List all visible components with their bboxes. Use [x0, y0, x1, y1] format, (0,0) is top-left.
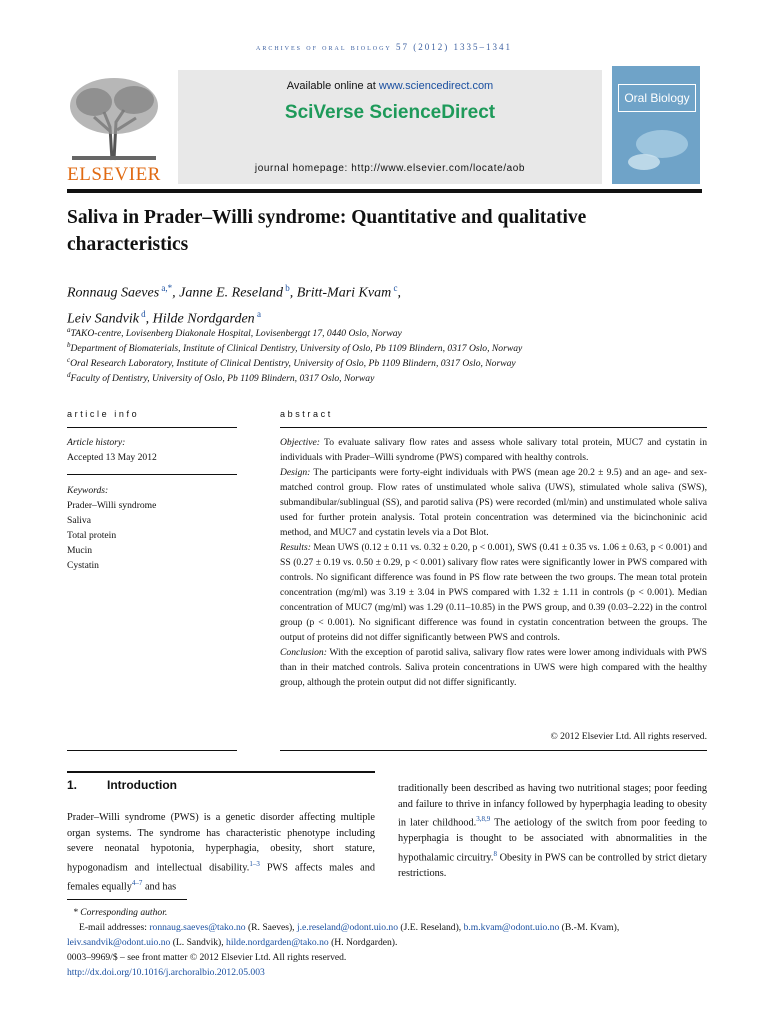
intro-column-2	[398, 781, 707, 881]
abstract-text: With the exception of parotid saliva, salivary flow rates were lower among individuals with PWS than in their matched controls. Saliva protein concentrations in UWS were high compared with the healthy group, although the protein output did not differ significantly.	[280, 647, 707, 688]
info-rule-mid	[67, 474, 237, 475]
email-owner: (H. Nordgarden).	[328, 937, 398, 948]
paragraph-text: Prader–Willi syndrome (PWS) is a genetic disorder affecting multiple organ systems. The syndrome has characteristic phenotype including severe neonatal hypotonia, hyperphagia, obesity, short stature, hypogonadism and intellectual disability.	[67, 812, 375, 874]
affiliation-line	[67, 371, 707, 384]
keywords	[67, 483, 237, 573]
abstract-copyright: © 2012 Elsevier Ltd. All rights reserved.	[550, 731, 707, 742]
email-link[interactable]: b.m.kvam@odont.uio.no	[463, 922, 560, 933]
keyword-list	[67, 498, 237, 573]
cover-title: Oral Biology	[618, 84, 696, 112]
abstract-paragraph	[280, 540, 707, 645]
issn-line: 0003–9969/$ – see front matter © 2012 Elsevier Ltd. All rights reserved.	[67, 952, 347, 963]
abstract-paragraph	[280, 465, 707, 540]
author-affiliation-mark: a	[254, 308, 261, 319]
author-name: Ronnaug Saeves	[67, 285, 160, 301]
header-rule	[67, 189, 702, 193]
abstract-paragraph	[280, 645, 707, 690]
abstract-label: Objective:	[280, 437, 320, 448]
keyword: Total protein	[67, 530, 117, 541]
article-title: Saliva in Prader–Willi syndrome: Quantitative and qualitative characteristics	[67, 207, 587, 255]
affiliation-mark: b	[67, 341, 71, 349]
affiliation-text: TAKO-centre, Lovisenberg Diakonale Hospital, Lovisenberggt 17, 0440 Oslo, Norway	[70, 328, 402, 340]
keyword: Prader–Willi syndrome	[67, 500, 157, 511]
available-prefix: Available online at	[286, 80, 379, 92]
journal-homepage: journal homepage: http://www.elsevier.com/locate/aob	[254, 163, 526, 174]
corresponding-author: * Corresponding author.	[73, 907, 168, 918]
email-owner: (J.E. Reseland),	[398, 922, 464, 933]
publisher-name: ELSEVIER	[67, 164, 161, 185]
abstract-rule-top	[280, 427, 707, 428]
abstract-text: To evaluate salivary flow rates and assess whole salivary total protein, MUC7 and cystatin in individuals with Prader–Willi syndrome (PWS) compared with healthy controls.	[280, 437, 707, 463]
abstract-label: Results:	[280, 542, 311, 553]
abstract-text: The participants were forty-eight individuals with PWS (mean age 20.2 ± 9.5) and an age- and sex-matched control group. Flow rates of unstimulated whole saliva (UWS), stimulated whole saliva (SWS), submandibular/sublingual (SS), and parotid saliva (PS) were recorded (ml/min) and unstimulated whole saliva used for further protein analysis. Total protein concentration was determined via the bicinchoninic acid method, and MUC7 and cystatin levels via a Dot Blot.	[280, 467, 707, 538]
sciencedirect-link[interactable]: www.sciencedirect.com	[378, 80, 494, 92]
citation-ref: 4–7	[131, 878, 143, 887]
brand-name: SciVerse ScienceDirect	[284, 102, 496, 123]
history-value: Accepted 13 May 2012	[67, 452, 157, 463]
abstract-label: Conclusion:	[280, 647, 327, 658]
keywords-label: Keywords:	[67, 485, 109, 496]
author-line-1	[67, 278, 707, 304]
keyword: Cystatin	[67, 560, 99, 571]
paragraph-text: PWS affects males and females equally	[67, 862, 375, 893]
email-link[interactable]: ronnaug.saeves@tako.no	[149, 922, 246, 933]
abstract-rule-bottom	[280, 750, 707, 751]
footnote-rule	[67, 899, 187, 900]
paragraph-text: The aetiology of the switch from poor feeding to hyperphagia is thought to be associated with abnormalities in the hypothalamic circuitry.	[398, 817, 707, 864]
email-prefix: E-mail addresses:	[79, 922, 150, 933]
info-rule-bottom	[67, 750, 237, 751]
abstract-paragraph	[280, 435, 707, 465]
author-name: , Janne E. Reseland	[172, 285, 283, 301]
email-owner: (R. Saeves),	[245, 922, 297, 933]
author-name: , Hilde Nordgarden	[145, 311, 255, 327]
email-link[interactable]: hilde.nordgarden@tako.no	[226, 937, 329, 948]
author-list	[67, 278, 707, 329]
doi-link[interactable]: http://dx.doi.org/10.1016/j.archoralbio.2012.05.003	[67, 967, 265, 978]
email-owner: (L. Sandvik),	[170, 937, 227, 948]
keyword: Mucin	[67, 545, 93, 556]
citation-ref: 8	[493, 849, 497, 858]
affiliation-mark: a	[67, 326, 71, 334]
intro-rule	[67, 771, 375, 773]
journal-citation: archives of oral biology 57 (2012) 1335–1341	[256, 42, 512, 52]
author-name: Leiv Sandvik	[67, 311, 139, 327]
paragraph-text: and has	[142, 881, 177, 893]
journal-cover	[612, 66, 700, 184]
email-link[interactable]: j.e.reseland@odont.uio.no	[296, 922, 399, 933]
available-online	[178, 80, 602, 92]
info-rule-top	[67, 427, 237, 428]
keyword: Saliva	[67, 515, 91, 526]
affiliation-mark: c	[67, 356, 71, 364]
author-affiliation-mark: d	[138, 308, 146, 319]
affiliation-line	[67, 326, 707, 339]
affiliation-line	[67, 341, 707, 354]
intro-column-1	[67, 810, 375, 895]
author-affiliation-mark: b	[282, 283, 290, 293]
email-addresses	[67, 920, 707, 950]
author-name: , Britt-Mari Kvam	[289, 285, 392, 301]
footnotes	[67, 905, 707, 980]
affiliation-text: Oral Research Laboratory, Institute of Clinical Dentistry, University of Oslo, Pb 1109 Blindern, 0317 Oslo, Norway	[70, 358, 516, 370]
affiliation-line	[67, 356, 707, 369]
section-title: Introduction	[107, 778, 177, 792]
author-affiliation-mark: c	[391, 283, 398, 293]
section-heading	[67, 778, 177, 792]
citation-ref: 3,8,9	[476, 815, 491, 824]
article-history	[67, 435, 237, 465]
section-number: 1.	[67, 778, 78, 792]
email-owner: (B.-M. Kvam),	[559, 922, 620, 933]
affiliation-text: Faculty of Dentistry, University of Oslo, Pb 1109 Blindern, 0317 Oslo, Norway	[70, 373, 375, 385]
abstract-body	[280, 435, 707, 690]
article-info-heading: article info	[67, 409, 140, 419]
abstract-label: Design:	[280, 467, 311, 478]
author-affiliation-mark: a,*	[159, 283, 173, 293]
abstract-text: Mean UWS (0.12 ± 0.11 vs. 0.32 ± 0.20, p < 0.001), SWS (0.41 ± 0.35 vs. 1.06 ± 0.63, p < 0.001) and SS (0.27 ± 0.19 vs. 0.50 ± 0.29, p < 0.001) salivary flow rates were significantly lower in PWS compared with controls. No significant difference was found in PS flow rate between the two groups. The mean total protein concentration (mg/ml) was 3.19 ± 3.04 in PWS compared with 1.32 ± 1.11 in controls (p < 0.001). Median concentration of MUC7 (mg/ml) was 1.29 (0.11–10.85) in the PWS group, and 0.39 (0.03–2.22) in the control group (p < 0.001). No significant difference was found in cystatin concentration between the groups. The output of proteins did not differ significantly between PWS and controls.	[280, 542, 707, 643]
paragraph-text: Obesity in PWS can be controlled by strict dietary restrictions.	[398, 852, 707, 879]
email-link[interactable]: leiv.sandvik@odont.uio.no	[67, 937, 171, 948]
author-name: ,	[397, 285, 401, 301]
affiliation-mark: d	[67, 371, 71, 379]
abstract-heading: abstract	[280, 409, 333, 419]
paragraph-text: traditionally been described as having two nutritional stages; poor feeding and failure to thrive in infancy followed by hyperphagia leading to obesity in later childhood.	[398, 783, 707, 829]
history-label: Article history:	[67, 437, 126, 448]
citation-ref: 1–3	[249, 859, 260, 868]
affiliation-text: Department of Biomaterials, Institute of Clinical Dentistry, University of Oslo, Pb 1109 Blindern, 0317 Oslo, Norway	[70, 343, 523, 355]
cover-graphic-icon	[612, 66, 700, 184]
